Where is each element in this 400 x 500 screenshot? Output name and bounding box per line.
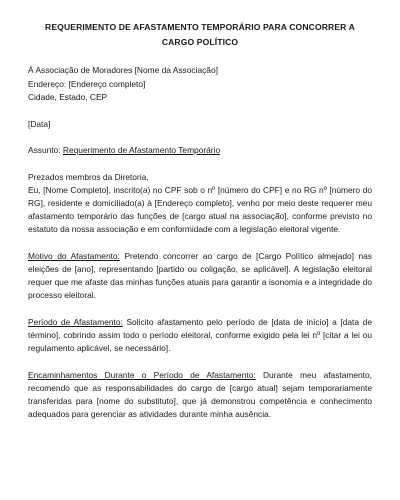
section-body: Solicito afastamento pelo período de [data de início] a [data de término], cobrindo assim todo o período eleitoral, conforme exigido pela lei nº [citar a lei ou regulamento aplicável, se necessário]. xyxy=(28,316,372,353)
section-encaminhamentos xyxy=(28,369,372,421)
section-body: Durante meu afastamento, recomendo que as responsabilidades do cargo de [cargo atual] sejam temporariamente transferidas para [nome do substituto], que já demonstrou competência e conhecimento adequados para gerenciar as atividades durante minha ausência. xyxy=(28,369,372,419)
section-title: Motivo do Afastamento: xyxy=(28,250,120,261)
subject-line xyxy=(28,144,372,157)
section-body: Pretendo concorrer ao cargo de [Cargo Político almejado] nas eleições de [ano], representando [partido ou coligação, se aplicável]. A legislação eleitoral requer que me afaste das minhas funções atuais para garantir a isonomia e a integridade do processo eleitoral. xyxy=(28,250,372,300)
intro-paragraph: Eu, [Nome Completo], inscrito(a) no CPF sob o nº [número do CPF] e no RG nº [número do RG], residente e domiciliado(a) à [Endereço completo], venho por meio deste requerer meu afastamento temporário das funções de [cargo atual na associação], conforme previsto no estatuto da nossa associação e em conformidade com a legislação eleitoral vigente. xyxy=(28,184,372,234)
section-title: Encaminhamentos Durante o Período de Afastamento: xyxy=(28,369,256,380)
greeting: Prezados membros da Diretoria, xyxy=(28,171,149,182)
subject-label: Assunto: xyxy=(28,144,63,155)
section-periodo xyxy=(28,316,372,355)
document-title: REQUERIMENTO DE AFASTAMENTO TEMPORÁRIO PARA CONCORRER A CARGO POLÍTICO xyxy=(45,22,355,47)
subject-text: Requerimento de Afastamento Temporário xyxy=(62,144,221,155)
addressee-line-city: Cidade, Estado, CEP xyxy=(28,92,108,102)
addressee-line-association: À Associação de Moradores [Nome da Associação] xyxy=(28,65,218,75)
section-title: Período de Afastamento: xyxy=(28,316,123,327)
section-motivo xyxy=(28,250,372,302)
date-line: [Data] xyxy=(28,118,51,129)
addressee-block xyxy=(28,64,372,105)
addressee-line-address: Endereço: [Endereço completo] xyxy=(28,78,146,89)
